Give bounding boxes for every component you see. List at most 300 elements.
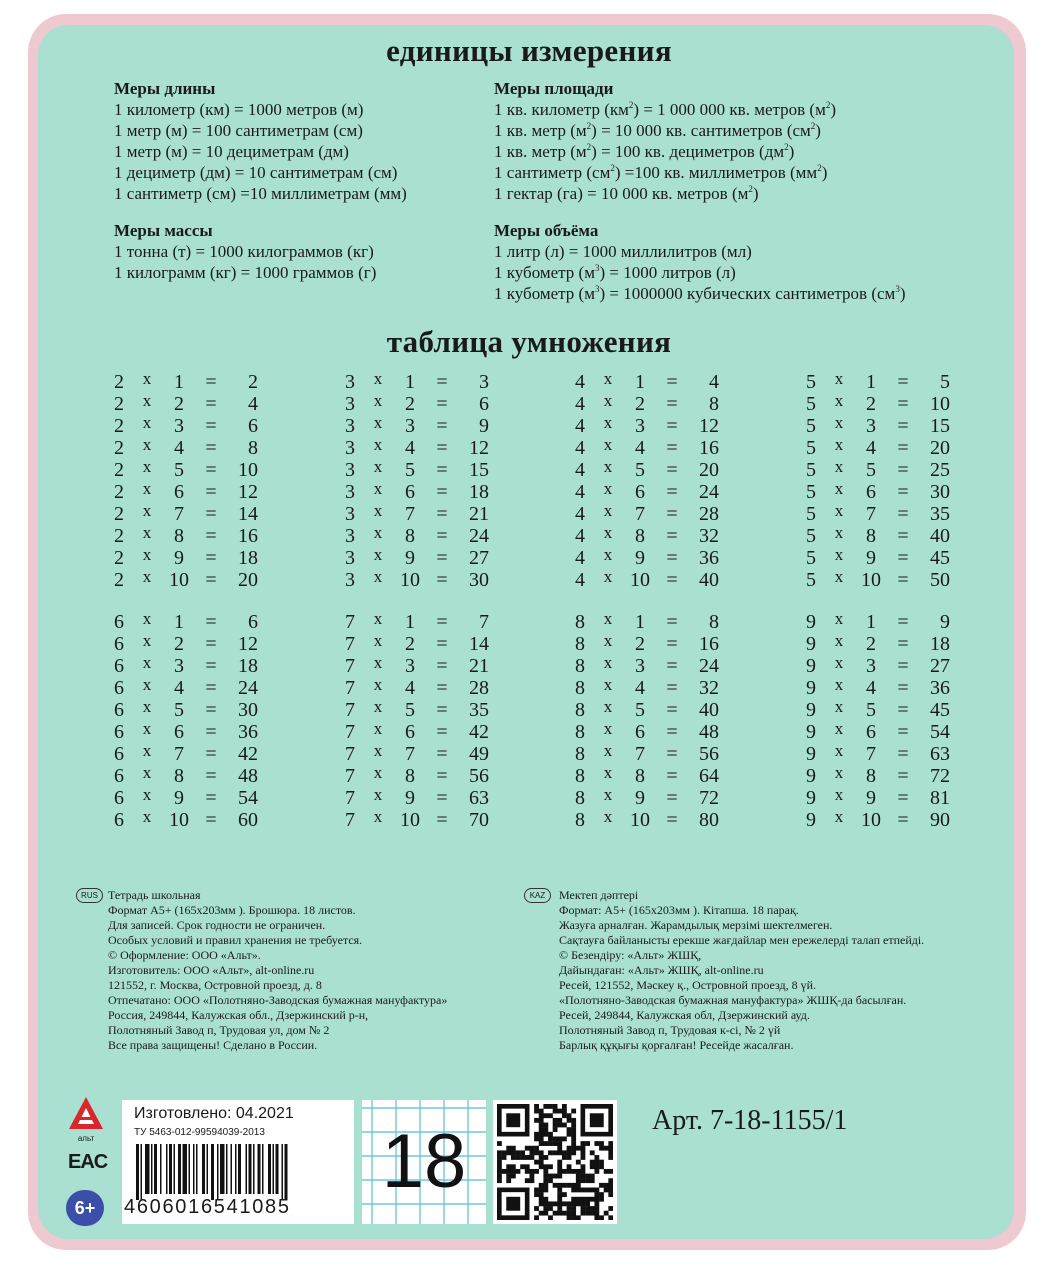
imprint-line: Для записей. Срок годности не ограничен.: [108, 918, 326, 932]
qr-module: [608, 1169, 613, 1174]
qr-module: [543, 1132, 548, 1137]
barcode-bar: [174, 1144, 176, 1194]
measure-line: 1 литр (л) = 1000 миллилитров (мл): [494, 242, 752, 261]
qr-module: [594, 1206, 599, 1211]
qr-module: [562, 1150, 567, 1155]
qr-module: [576, 1201, 581, 1206]
qr-module: [557, 1164, 562, 1169]
qr-module: [562, 1155, 567, 1160]
qr-module: [567, 1183, 572, 1188]
qr-module: [553, 1136, 558, 1141]
imprint-line: Отпечатано: ООО «Полотняно-Заводская бумажная мануфактура»: [108, 993, 448, 1007]
qr-module: [557, 1118, 562, 1123]
qr-module: [543, 1141, 548, 1146]
qr-module: [557, 1197, 562, 1202]
length-measures: [114, 78, 407, 204]
qr-module: [557, 1211, 562, 1216]
qr-module: [571, 1150, 576, 1155]
qr-module: [608, 1192, 613, 1197]
qr-module: [497, 1164, 502, 1169]
qr-module: [594, 1155, 599, 1160]
qr-module: [506, 1178, 511, 1183]
qr-module: [571, 1206, 576, 1211]
qr-module: [525, 1164, 530, 1169]
qr-module: [571, 1211, 576, 1216]
barcode-bar: [160, 1144, 162, 1194]
qr-module: [590, 1188, 595, 1193]
imprint-line: Барлық құқығы қорғалған! Ресейде жасалған.: [559, 1038, 794, 1052]
qr-module: [539, 1192, 544, 1197]
barcode-bar: [136, 1144, 139, 1200]
measure-line: 1 килограмм (кг) = 1000 граммов (г): [114, 263, 377, 282]
qr-module: [557, 1174, 562, 1179]
qr-module: [539, 1155, 544, 1160]
qr-module: [548, 1178, 553, 1183]
measure-line: 1 тонна (т) = 1000 килограммов (кг): [114, 242, 374, 261]
qr-module: [562, 1201, 567, 1206]
qr-module: [553, 1104, 558, 1109]
qr-module: [539, 1183, 544, 1188]
qr-module: [539, 1109, 544, 1114]
qr-module: [557, 1160, 562, 1165]
barcode-bar: [169, 1144, 172, 1194]
qr-module: [599, 1160, 604, 1165]
qr-module: [567, 1169, 572, 1174]
qr-module: [543, 1178, 548, 1183]
qr-module: [497, 1150, 502, 1155]
qr-module: [590, 1211, 595, 1216]
qr-module: [529, 1174, 534, 1179]
qr-module: [534, 1109, 539, 1114]
qr-module: [608, 1183, 613, 1188]
qr-module: [539, 1188, 544, 1193]
qr-module: [529, 1155, 534, 1160]
barcode-bar: [154, 1144, 157, 1194]
qr-module: [576, 1188, 581, 1193]
barcode-bar: [217, 1144, 219, 1200]
barcode-card: [122, 1100, 354, 1224]
imprint-line: © Оформление: ООО «Альт».: [108, 948, 261, 962]
eac-mark: EAC: [68, 1151, 108, 1173]
qr-module: [567, 1164, 572, 1169]
qr-module: [576, 1215, 581, 1220]
kaz-badge: KAZ: [524, 888, 551, 903]
qr-module: [543, 1183, 548, 1188]
imprint-line: Особых условий и правил хранения не требуется.: [108, 933, 363, 947]
barcode-bar: [145, 1144, 150, 1194]
imprint-line: «Полотняно-Заводская бумажная мануфактура» ЖШҚ-да басылған.: [559, 993, 907, 1007]
qr-module: [506, 1164, 511, 1169]
qr-module: [534, 1160, 539, 1165]
qr-module: [581, 1141, 586, 1146]
barcode-bar: [246, 1144, 248, 1194]
qr-module: [553, 1127, 558, 1132]
qr-module: [562, 1109, 567, 1114]
imprint-line: Дайындаған: «Альт» ЖШҚ, alt-online.ru: [559, 963, 764, 977]
qr-module: [553, 1123, 558, 1128]
qr-module: [548, 1113, 553, 1118]
qr-module: [571, 1215, 576, 1220]
qr-module: [525, 1146, 530, 1151]
age-badge: 6+: [66, 1190, 104, 1226]
qr-module: [548, 1150, 553, 1155]
qr-module: [594, 1141, 599, 1146]
barcode-digits: 4606016541085: [124, 1196, 291, 1218]
barcode-bar: [238, 1144, 241, 1194]
rus-badge: RUS: [76, 888, 103, 903]
qr-module: [543, 1188, 548, 1193]
qr-module: [506, 1150, 511, 1155]
qr-module: [562, 1183, 567, 1188]
qr-module: [576, 1174, 581, 1179]
article-number: Арт. 7-18-1155/1: [652, 1105, 848, 1136]
qr-module: [571, 1201, 576, 1206]
qr-module: [553, 1150, 558, 1155]
qr-module: [539, 1160, 544, 1165]
qr-module: [548, 1164, 553, 1169]
qr-module: [497, 1155, 502, 1160]
qr-module: [534, 1146, 539, 1151]
imprint-line: Ресей, 249844, Калужская обл, Дзержинский ауд.: [559, 1008, 810, 1022]
imprint-line: Мектеп дәптері: [559, 888, 639, 902]
section-title: Меры площади: [494, 79, 614, 98]
qr-module: [604, 1169, 609, 1174]
qr-module: [525, 1155, 530, 1160]
qr-module: [599, 1146, 604, 1151]
qr-finder: [506, 1197, 520, 1211]
imprint-line: Полотняный Завод п, Трудовая ул, дом № 2: [108, 1023, 330, 1037]
qr-module: [539, 1113, 544, 1118]
units-title: единицы измерения: [386, 33, 672, 68]
qr-module: [576, 1169, 581, 1174]
qr-module: [557, 1201, 562, 1206]
qr-module: [543, 1155, 548, 1160]
qr-module: [543, 1211, 548, 1216]
imprint-line: Формат А5+ (165х203мм ). Брошюра. 18 листов.: [108, 903, 356, 917]
qr-module: [548, 1141, 553, 1146]
qr-module: [534, 1104, 539, 1109]
barcode: [136, 1144, 342, 1200]
barcode-bar: [166, 1144, 168, 1194]
qr-module: [594, 1169, 599, 1174]
qr-module: [539, 1150, 544, 1155]
barcode-bar: [202, 1144, 205, 1194]
area-measures: [494, 78, 836, 204]
measure-line: 1 кв. метр $(м^2) = 10$ 000 кв. сантиметров $(см^2)$: [494, 121, 821, 140]
qr-module: [557, 1188, 562, 1193]
qr-module: [608, 1178, 613, 1183]
barcode-bar: [211, 1144, 214, 1200]
measure-line: 1 кубометр $(м^3) = 1000000$ кубических сантиметров $(см^3)$: [494, 284, 906, 303]
qr-module: [511, 1146, 516, 1151]
qr-module: [567, 1132, 572, 1137]
qr-module: [548, 1174, 553, 1179]
qr-module: [581, 1206, 586, 1211]
qr-module: [581, 1211, 586, 1216]
qr-module: [539, 1201, 544, 1206]
qr-module: [599, 1215, 604, 1220]
qr-module: [571, 1197, 576, 1202]
qr-module: [529, 1169, 534, 1174]
qr-module: [529, 1146, 534, 1151]
qr-module: [567, 1206, 572, 1211]
section-title: Меры объёма: [494, 221, 599, 240]
barcode-bar: [189, 1144, 191, 1194]
qr-module: [590, 1150, 595, 1155]
qr-module: [548, 1215, 553, 1220]
logo-text: альт: [77, 1134, 95, 1143]
qr-module: [539, 1197, 544, 1202]
qr-module: [539, 1136, 544, 1141]
qr-module: [557, 1206, 562, 1211]
qr-module: [576, 1183, 581, 1188]
qr-module: [571, 1132, 576, 1137]
qr-module: [571, 1118, 576, 1123]
qr-module: [562, 1192, 567, 1197]
barcode-bar: [231, 1144, 233, 1194]
qr-module: [548, 1206, 553, 1211]
qr-module: [553, 1201, 558, 1206]
qr-module: [571, 1188, 576, 1193]
qr-module: [511, 1155, 516, 1160]
barcode-bar: [249, 1144, 252, 1194]
qr-module: [590, 1160, 595, 1165]
qr-module: [543, 1127, 548, 1132]
qr-module: [581, 1150, 586, 1155]
measure-line: 1 сантиметр $(см^2) =100$ кв. миллиметров $(мм^2)$: [494, 163, 828, 182]
qr-module: [534, 1118, 539, 1123]
qr-module: [608, 1141, 613, 1146]
qr-module: [502, 1150, 507, 1155]
imprint-line: Изготовитель: ООО «Альт», alt-online.ru: [108, 963, 315, 977]
qr-module: [581, 1188, 586, 1193]
qr-module: [571, 1109, 576, 1114]
measure-line: 1 дециметр (дм) = 10 сантиметрам (см): [114, 163, 398, 182]
qr-module: [608, 1188, 613, 1193]
qr-module: [585, 1178, 590, 1183]
qr-module: [548, 1201, 553, 1206]
barcode-bar: [268, 1144, 271, 1194]
qr-module: [543, 1206, 548, 1211]
measure-line: 1 кв. километр $(км^2) = 1$ 000 000 кв. метров $(м^2)$: [494, 100, 837, 119]
qr-module: [567, 1118, 572, 1123]
qr-module: [506, 1174, 511, 1179]
imprint-rus: [108, 888, 447, 1053]
qr-module: [567, 1150, 572, 1155]
qr-module: [557, 1141, 562, 1146]
qr-finder: [506, 1113, 520, 1127]
qr-module: [539, 1118, 544, 1123]
qr-module: [590, 1206, 595, 1211]
sheets-card: [362, 1100, 486, 1224]
qr-module: [571, 1127, 576, 1132]
barcode-bar: [226, 1144, 228, 1194]
qr-finder: [590, 1113, 604, 1127]
qr-module: [553, 1211, 558, 1216]
qr-module: [520, 1164, 525, 1169]
qr-module: [604, 1183, 609, 1188]
qr-module: [567, 1211, 572, 1216]
qr-module: [604, 1211, 609, 1216]
qr-module: [543, 1197, 548, 1202]
qr-module: [590, 1164, 595, 1169]
section-title: Меры длины: [114, 79, 216, 98]
qr-module: [571, 1136, 576, 1141]
barcode-bar: [196, 1144, 198, 1194]
qr-module: [581, 1169, 586, 1174]
qr-module: [557, 1169, 562, 1174]
qr-module: [534, 1169, 539, 1174]
qr-module: [502, 1155, 507, 1160]
qr-card: [493, 1100, 617, 1224]
imprint-line: 121552, г. Москва, Островной проезд, д. 8: [108, 978, 322, 992]
qr-module: [516, 1150, 521, 1155]
imprint-line: Сақтауға байланысты ерекше жағдайлар мен ережелерді талап етпейді.: [559, 933, 925, 947]
barcode-bar: [151, 1144, 153, 1194]
qr-module: [539, 1211, 544, 1216]
qr-module: [557, 1123, 562, 1128]
qr-module: [599, 1197, 604, 1202]
sheets-count: 18: [381, 1119, 467, 1204]
qr-module: [576, 1146, 581, 1151]
qr-module: [599, 1164, 604, 1169]
section-title: Меры массы: [114, 221, 213, 240]
mass-measures: [114, 220, 376, 283]
qr-module: [581, 1164, 586, 1169]
qr-code: [497, 1104, 613, 1220]
qr-module: [534, 1150, 539, 1155]
qr-module: [594, 1211, 599, 1216]
qr-module: [511, 1150, 516, 1155]
qr-module: [585, 1197, 590, 1202]
qr-module: [594, 1192, 599, 1197]
barcode-bar: [273, 1144, 275, 1194]
imprint-line: Жазуға арналған. Жарамдылық мерзімі шектелмеген.: [559, 918, 833, 932]
measure-line: 1 метр (м) = 10 дециметрам (дм): [114, 142, 349, 161]
qr-module: [529, 1150, 534, 1155]
qr-module: [543, 1174, 548, 1179]
qr-module: [581, 1155, 586, 1160]
qr-module: [581, 1201, 586, 1206]
qr-module: [590, 1174, 595, 1179]
qr-module: [520, 1155, 525, 1160]
imprint-line: Все права защищены! Сделано в России.: [108, 1038, 318, 1052]
qr-module: [543, 1123, 548, 1128]
qr-module: [562, 1136, 567, 1141]
qr-module: [539, 1132, 544, 1137]
qr-module: [539, 1141, 544, 1146]
qr-module: [548, 1132, 553, 1137]
qr-module: [562, 1104, 567, 1109]
barcode-bar: [220, 1144, 225, 1194]
qr-module: [567, 1215, 572, 1220]
qr-module: [529, 1178, 534, 1183]
qr-module: [511, 1164, 516, 1169]
qr-module: [502, 1169, 507, 1174]
qr-module: [557, 1183, 562, 1188]
qr-module: [553, 1141, 558, 1146]
qr-module: [590, 1178, 595, 1183]
qr-module: [497, 1174, 502, 1179]
qr-module: [594, 1197, 599, 1202]
qr-module: [599, 1183, 604, 1188]
qr-module: [581, 1174, 586, 1179]
qr-module: [604, 1146, 609, 1151]
qr-module: [539, 1123, 544, 1128]
barcode-bar: [235, 1144, 237, 1194]
qr-module: [604, 1188, 609, 1193]
qr-module: [594, 1215, 599, 1220]
qr-module: [534, 1215, 539, 1220]
qr-module: [506, 1146, 511, 1151]
qr-module: [567, 1127, 572, 1132]
volume-measures: [494, 220, 905, 304]
qr-module: [520, 1150, 525, 1155]
qr-module: [539, 1164, 544, 1169]
qr-module: [585, 1201, 590, 1206]
qr-module: [553, 1183, 558, 1188]
barcode-bar: [193, 1144, 195, 1194]
qr-module: [608, 1215, 613, 1220]
qr-module: [567, 1113, 572, 1118]
measure-line: 1 гектар (га) = 10 000 кв. метров $(м^2)$: [494, 184, 759, 203]
multiplication-title: таблица умножения: [386, 324, 672, 359]
qr-module: [581, 1197, 586, 1202]
qr-module: [525, 1178, 530, 1183]
qr-module: [571, 1169, 576, 1174]
qr-module: [543, 1201, 548, 1206]
qr-module: [594, 1201, 599, 1206]
tu-code: ТУ 5463-012-99594039-2013: [134, 1127, 265, 1138]
barcode-bar: [282, 1144, 284, 1200]
qr-module: [557, 1136, 562, 1141]
qr-module: [557, 1109, 562, 1114]
measure-line: 1 кубометр $(м^3) = 1000$ литров (л): [494, 263, 736, 282]
imprint-kaz: [559, 888, 924, 1053]
qr-module: [562, 1169, 567, 1174]
imprint-line: © Безендіру: «Альт» ЖШҚ,: [559, 948, 702, 962]
qr-module: [553, 1118, 558, 1123]
qr-module: [516, 1155, 521, 1160]
alt-logo-icon: [69, 1097, 103, 1129]
qr-module: [567, 1146, 572, 1151]
qr-module: [590, 1197, 595, 1202]
qr-module: [548, 1136, 553, 1141]
qr-module: [594, 1164, 599, 1169]
qr-module: [543, 1104, 548, 1109]
alt-logo: [66, 1097, 106, 1143]
barcode-bar: [253, 1144, 255, 1194]
qr-module: [567, 1155, 572, 1160]
qr-module: [576, 1160, 581, 1165]
qr-module: [534, 1136, 539, 1141]
qr-module: [511, 1169, 516, 1174]
qr-module: [543, 1164, 548, 1169]
measure-line: 1 километр (км) = 1000 метров (м): [114, 100, 364, 119]
qr-module: [608, 1155, 613, 1160]
qr-module: [594, 1160, 599, 1165]
qr-module: [525, 1169, 530, 1174]
qr-module: [506, 1169, 511, 1174]
qr-module: [497, 1160, 502, 1165]
qr-module: [539, 1127, 544, 1132]
qr-module: [553, 1174, 558, 1179]
imprint-line: Тетрадь школьная: [108, 888, 201, 902]
qr-module: [599, 1192, 604, 1197]
qr-module: [548, 1104, 553, 1109]
qr-module: [543, 1169, 548, 1174]
qr-module: [585, 1174, 590, 1179]
